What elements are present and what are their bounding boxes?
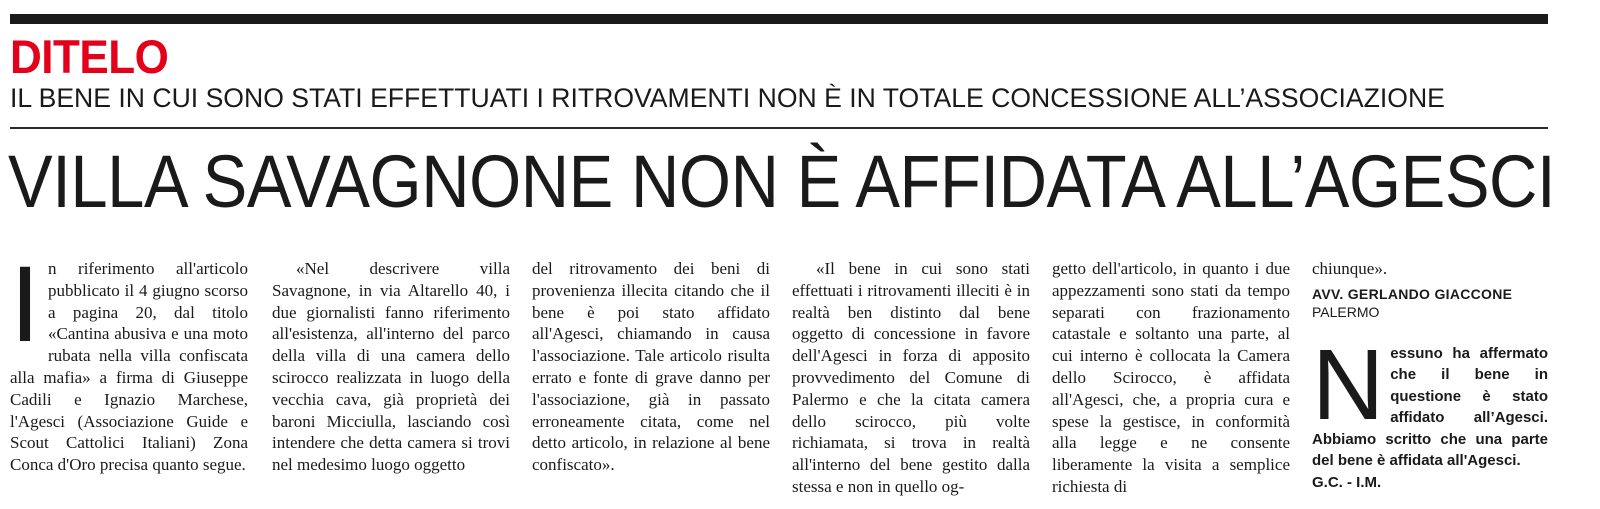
column-text: «Il bene in cui sono stati effettuati i ritrovamenti illeciti è in realtà ben distinto dal bene oggetto di concessione in favore dell'Agesci in forza di apposito provvedimento del Comune di Palermo e che la citata camera dello scirocco, più volte richiamata, si trova in realtà all'interno del bene gestito dalla stessa e non in quello og-: [792, 259, 1030, 496]
reply-drop-cap: N: [1312, 328, 1385, 441]
editorial-reply: [1312, 328, 1548, 493]
divider-rule: [10, 127, 1548, 129]
subheadline: IL BENE IN CUI SONO STATI EFFETTUATI I RITROVAMENTI NON È IN TOTALE CONCESSIONE ALL’ASSOCIAZIONE: [10, 83, 1445, 113]
article-column-2: [272, 258, 510, 476]
column-text: chiunque».: [1312, 259, 1388, 278]
column-text: getto dell'articolo, in quanto i due appezzamenti sono stati da tempo separati con frazionamento catastale e soltanto una parte, al cui interno è collocata la Camera dello Scirocco, è affidata all'Agesci, che, a propria cura e spese la gestisce, in conformità alla legge e ne consente liberamente la visita a semplice richiesta di: [1052, 259, 1290, 496]
reply-text: essuno ha affermato che il bene in questione è stato affidato all’Agesci. Abbiamo scritto che una parte del bene è affidata all'Agesci.: [1312, 344, 1548, 470]
article-column-4: [792, 258, 1030, 498]
column-text: «Nel descrivere villa Savagnone, in via Altarello 40, i due giornalisti fanno riferimento all'esistenza, all'interno del parco della villa di una camera dello scirocco realizzata in luogo della vecchia cava, già proprietà dei baroni Micciulla, lasciando così intendere che detta camera si trovi nel medesimo luogo oggetto: [272, 259, 510, 475]
section-kicker: DITELO: [10, 30, 169, 84]
letter-signature-name: AVV. GERLANDO GIACCONE: [1312, 285, 1513, 302]
headline: VILLA SAVAGNONE NON È AFFIDATA ALL’AGESCI: [8, 140, 1556, 223]
column-text: n riferimento all'articolo pubblicato il 4 giugno scorso a pagina 20, dal titolo «Cantina abusiva e una moto rubata nella villa confiscata alla mafia» a firma di Giuseppe Cadili e Ignazio Marchese, l'Agesci (Associazione Guide e Scout Cattolici Italiani) Zona Conca d'Oro precisa quanto segue.: [10, 259, 248, 475]
article-column-6: [1312, 258, 1548, 493]
letter-signature-city: PALERMO: [1312, 303, 1380, 320]
article-column-5: [1052, 258, 1290, 498]
reply-signature: G.C. - I.M.: [1312, 473, 1382, 491]
drop-cap: I: [10, 243, 41, 364]
article-column-3: [532, 258, 770, 476]
column-text: del ritrovamento dei beni di provenienza illecita citando che il bene è poi stato affidato all'Agesci, chiamando in causa l'associazione. Tale articolo risulta errato e fonte di grave danno per l'associazione, già in passato erroneamente citata, come nel detto articolo, in relazione al bene confiscato».: [532, 259, 770, 475]
article-column-1: [10, 243, 248, 476]
top-rule: [10, 14, 1548, 24]
